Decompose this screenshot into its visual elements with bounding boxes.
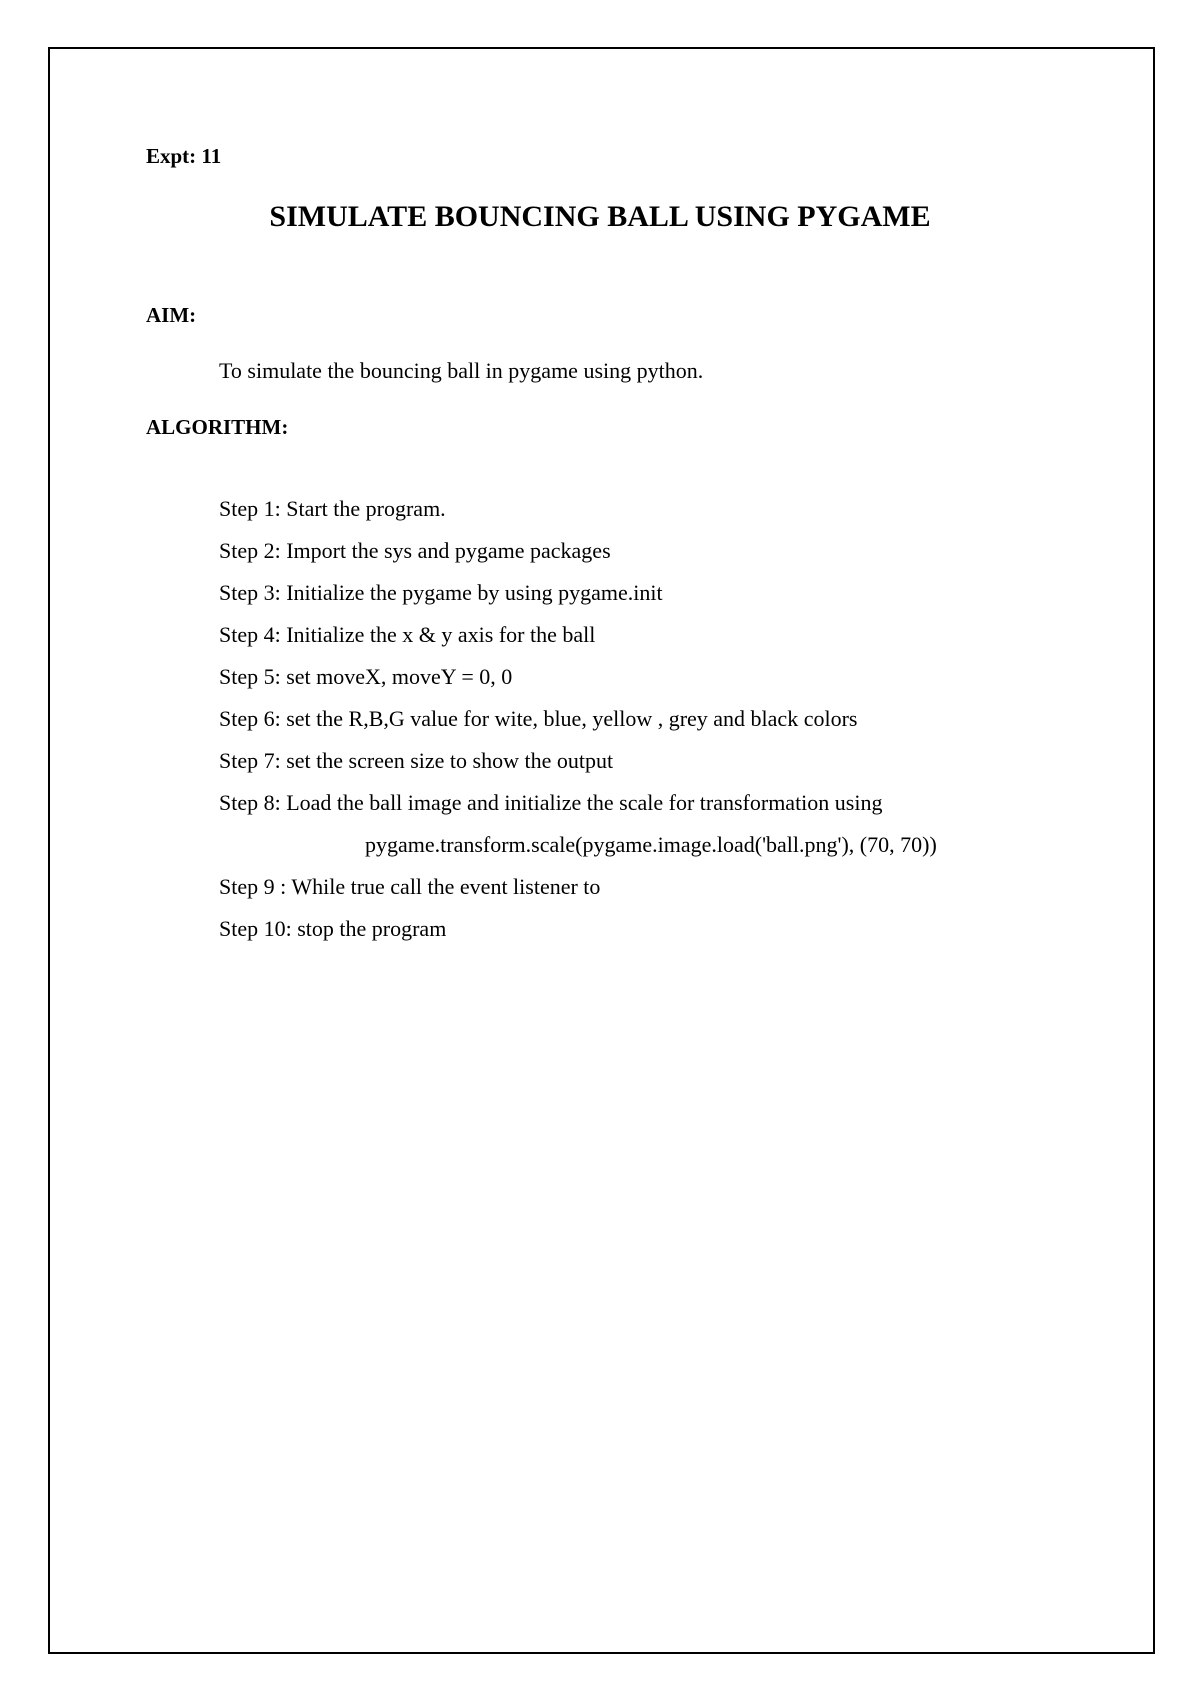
aim-text: To simulate the bouncing ball in pygame using python. bbox=[219, 358, 704, 383]
page-title: SIMULATE BOUNCING BALL USING PYGAME bbox=[269, 200, 931, 233]
algorithm-step: Step 2: Import the sys and pygame packages bbox=[219, 538, 611, 563]
algorithm-steps bbox=[219, 494, 937, 956]
algorithm-step-continuation: pygame.transform.scale(pygame.image.load('ball.png'), (70, 70)) bbox=[365, 832, 937, 857]
algorithm-heading: ALGORITHM: bbox=[146, 415, 289, 439]
algorithm-step: Step 9 : While true call the event listener to bbox=[219, 874, 601, 899]
algorithm-step: Step 10: stop the program bbox=[219, 916, 447, 941]
experiment-number: Expt: 11 bbox=[146, 144, 222, 168]
algorithm-step: Step 8: Load the ball image and initialize the scale for transformation using bbox=[219, 790, 883, 815]
algorithm-step: Step 3: Initialize the pygame by using pygame.init bbox=[219, 580, 663, 605]
algorithm-step: Step 4: Initialize the x & y axis for the ball bbox=[219, 622, 596, 647]
algorithm-step: Step 1: Start the program. bbox=[219, 496, 446, 521]
aim-heading: AIM: bbox=[146, 303, 197, 327]
algorithm-step: Step 7: set the screen size to show the output bbox=[219, 748, 614, 773]
algorithm-step: Step 6: set the R,B,G value for wite, blue, yellow , grey and black colors bbox=[219, 706, 858, 731]
algorithm-step: Step 5: set moveX, moveY = 0, 0 bbox=[219, 664, 513, 689]
